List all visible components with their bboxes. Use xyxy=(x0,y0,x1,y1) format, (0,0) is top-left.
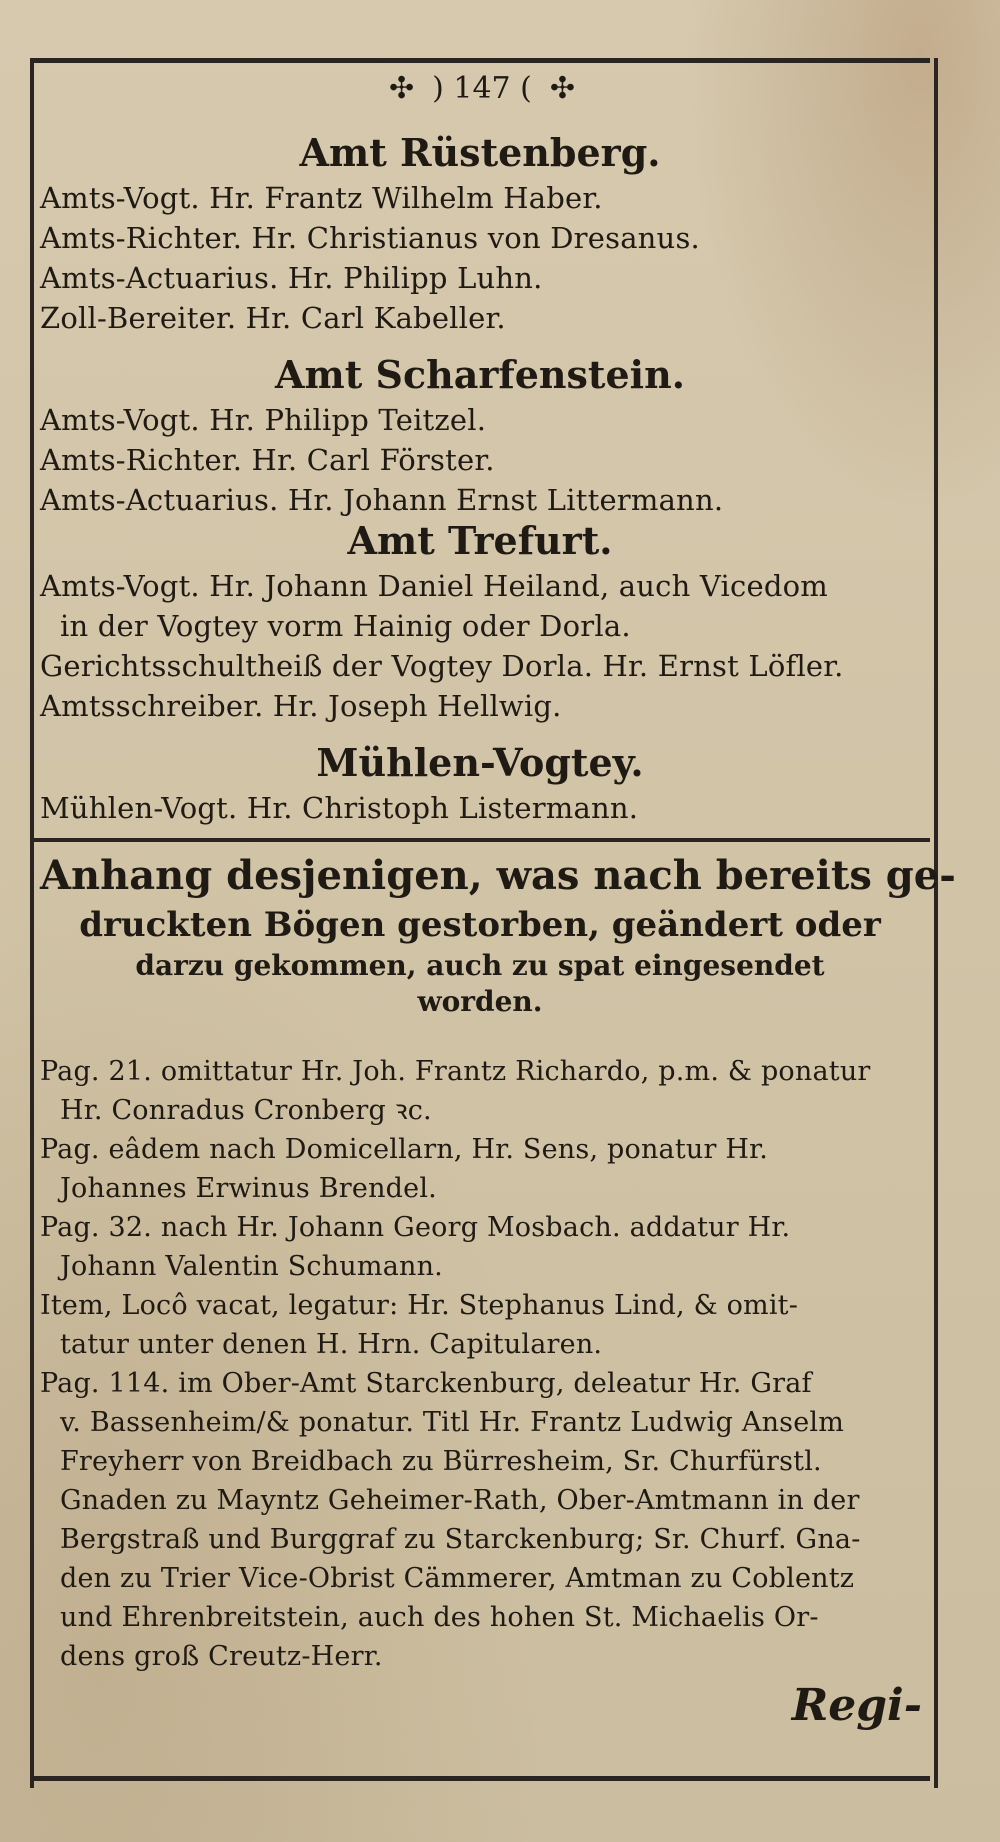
entry-line: Amts-Vogt. Hr. Philipp Teitzel. xyxy=(40,403,487,437)
section-heading: Amt Trefurt. xyxy=(347,518,613,563)
ornament-left-icon: ✣ xyxy=(388,70,415,106)
entry-line: Amts-Actuarius. Hr. Johann Ernst Littermann. xyxy=(40,483,724,517)
appendix-line: Gnaden zu Mayntz Geheimer-Rath, Ober-Amtmann in der xyxy=(60,1485,860,1516)
appendix-line: v. Bassenheim/& ponatur. Titl Hr. Frantz Ludwig Anselm xyxy=(60,1407,845,1438)
section-heading: Amt Rüstenberg. xyxy=(299,130,661,175)
appendix-line: und Ehrenbreitstein, auch des hohen St. Michaelis Or- xyxy=(60,1602,819,1633)
entry-line: Amts-Vogt. Hr. Frantz Wilhelm Haber. xyxy=(40,181,603,215)
section-amt-trefurt xyxy=(40,516,920,726)
appendix-line: Freyherr von Breidbach zu Bürresheim, Sr. Churfürstl. xyxy=(60,1446,822,1477)
appendix-line: Johannes Erwinus Brendel. xyxy=(60,1173,437,1204)
page-header xyxy=(34,68,930,108)
appendix-line: den zu Trier Vice-Obrist Cämmerer, Amtman zu Coblentz xyxy=(60,1563,855,1594)
entry-line: Amts-Richter. Hr. Carl Förster. xyxy=(40,443,495,477)
top-rule xyxy=(34,58,930,63)
appendix-title-line: darzu gekommen, auch zu spat eingesendet xyxy=(135,949,825,982)
section-amt-ruestenberg xyxy=(40,128,920,338)
appendix-line: Bergstraß und Burggraf zu Starckenburg; Sr. Churf. Gna- xyxy=(60,1524,861,1555)
catchword: Regi- xyxy=(791,1680,922,1731)
entry-line: Amts-Vogt. Hr. Johann Daniel Heiland, auch Vicedom xyxy=(40,569,828,603)
appendix-line: Johann Valentin Schumann. xyxy=(60,1251,443,1282)
page-number: ) 147 ( xyxy=(432,70,532,106)
entry-line: Amtsschreiber. Hr. Joseph Hellwig. xyxy=(40,689,562,723)
appendix-line: Item, Locô vacat, legatur: Hr. Stephanus Lind, & omit- xyxy=(40,1290,799,1321)
appendix-entries xyxy=(40,1052,920,1676)
entry-line: Amts-Actuarius. Hr. Philipp Luhn. xyxy=(40,261,543,295)
appendix-line: Pag. eâdem nach Domicellarn, Hr. Sens, ponatur Hr. xyxy=(40,1134,769,1165)
section-heading: Mühlen-Vogtey. xyxy=(316,740,644,785)
ornament-right-icon: ✣ xyxy=(549,70,576,106)
entry-line: Mühlen-Vogt. Hr. Christoph Listermann. xyxy=(40,791,639,825)
section-heading: Amt Scharfenstein. xyxy=(275,352,685,397)
appendix-line: Pag. 21. omittatur Hr. Joh. Frantz Richardo, p.m. & ponatur xyxy=(40,1056,871,1087)
appendix-line: Pag. 114. im Ober-Amt Starckenburg, deleatur Hr. Graf xyxy=(40,1368,812,1399)
appendix-line: Pag. 32. nach Hr. Johann Georg Mosbach. addatur Hr. xyxy=(40,1212,791,1243)
appendix-title xyxy=(40,850,956,1020)
appendix-line: tatur unter denen H. Hrn. Capitularen. xyxy=(60,1329,603,1360)
entry-line: Gerichtsschultheiß der Vogtey Dorla. Hr. Ernst Löfler. xyxy=(40,649,844,683)
section-divider-rule xyxy=(34,838,930,842)
appendix-title-line: druckten Bögen gestorben, geändert oder xyxy=(79,905,881,945)
entry-line: in der Vogtey vorm Hainig oder Dorla. xyxy=(60,609,631,643)
bottom-rule xyxy=(34,1776,930,1781)
appendix-line: Hr. Conradus Cronberg ꝛc. xyxy=(60,1095,432,1126)
section-muehlen-vogtey xyxy=(40,738,920,828)
appendix-title-line: worden. xyxy=(417,985,543,1018)
entry-line: Amts-Richter. Hr. Christianus von Dresanus. xyxy=(40,221,700,255)
appendix-line: dens groß Creutz-Herr. xyxy=(60,1641,383,1672)
entry-line: Zoll-Bereiter. Hr. Carl Kabeller. xyxy=(40,301,506,335)
section-amt-scharfenstein xyxy=(40,350,920,520)
appendix-title-line: Anhang desjenigen, was nach bereits ge- xyxy=(40,852,956,899)
